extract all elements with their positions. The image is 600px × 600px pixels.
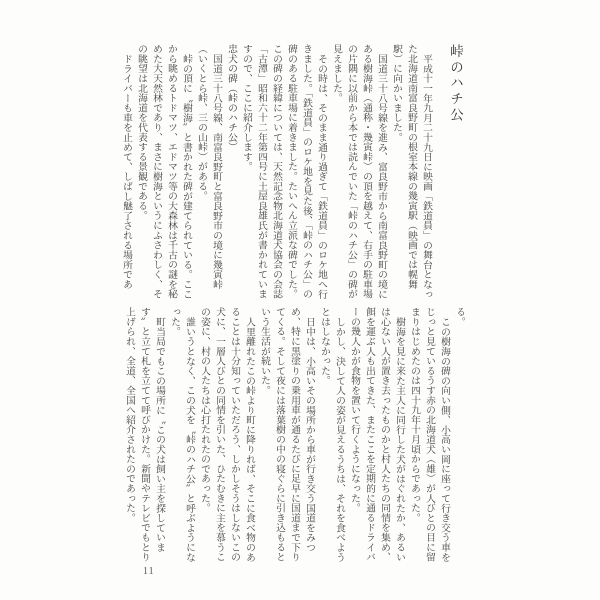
paragraph: その時は、そのまま通り過ぎて「鉄道員」のロケ地へ行きました。「鉄道員」のロケ地を見た後、「峠のハチ公」の碑のある駐車場に着きました。たいへん立派な碑でした。この碑の経緯については、天然記念物北海道犬協会の会誌「古潭」昭和六十二年第四号に土屋良雄氏が書かれていますので、ここに紹介します。 (241, 44, 327, 299)
lower-text-band (122, 307, 467, 563)
paragraph: 平成十一年九月二十九日に映画「鉄道員」の舞台となった北海道南富良野町の根室本線の幾寅駅（映画では幌舞駅）に向かいました。 (391, 44, 432, 299)
chapter-title: 峠のハチ公 (448, 44, 463, 124)
paragraph: 樹海を見に来た主人に同行した犬がはぐれたか、あるいは心ない人が置き去ったものかと村人たちの同情を集め、餌を運ぶ人も出てきた、またここを定期的に通るドライバーの幾人かが食物を置いて行くようになった。 (349, 307, 405, 562)
paragraph-continuation: る。 (454, 307, 465, 327)
section-heading: 忠犬の碑（峠のハチ公） (226, 44, 237, 152)
page-number: 11 (143, 566, 155, 577)
paragraph: 国道三十八号線、南富良野町と富良野市の境に幾寅峠（いくとら峠、三の山峠）がある。 (196, 44, 222, 289)
paragraph: ドライバーも車を止めて、しばし魅了される場所であ (121, 53, 132, 289)
paragraph: 誰いうとなく、この犬を〝峠のハチ公〟と呼ぶようになった。 (169, 307, 195, 562)
paragraph: 人里離れたこの峠より町に降りれば、そこに食べ物のあることは十分知っていただろう、しかしそうはしないこの犬に、一層人びとの同情を引いた、ひたむきに主を慕うこの姿に、村の人たちは心打たれたのであった。 (199, 307, 255, 562)
paragraph: この樹海の碑の向い側、小高い岡に座って行き交う車をじっと見ているうす赤の北海道犬（雄）が人びとの目に留まりはじめたのは四十九年十月頃からであった。 (409, 307, 450, 562)
paragraph: 日中は、小高いその場所から車が行き交う国道をみつめ、特に黒塗りの乗用車が通るたびに足早に国道まで下りてくる。そして夜には落葉樹の中の寝ぐらに引き込もるという生活が続いた。 (259, 307, 315, 562)
upper-text-band (119, 44, 467, 300)
paragraph: 町当局でもこの場所に〝この犬は飼い主を探しています〟と立て札を立てて呼びかけた。新聞やテレビでもとり上げられ、全道、全国へ紹介されたのであった。 (124, 307, 165, 562)
paragraph: しかし、決して人の姿が見えるうちは、それを食べようとはしなかった。 (319, 307, 345, 562)
paragraph: 国道三十八号線を進み、富良野市から南富良野町の境にある樹海峠（通称・幾寅峠）の頂を越えて、右手の駐車場の片隅に以前から本では読んでいた「峠のハチ公」の碑が見えました。 (331, 44, 387, 299)
paragraph: 峠の頂に〝樹海〟と書かれた碑が建てられている。ここから眺めるトドマツ、エドマツ等の大森林は千古の謎を秘めた大天然林であり、まさに樹海というにふさわしく、その眺望は北海道を代表する景観である。 (136, 44, 192, 299)
